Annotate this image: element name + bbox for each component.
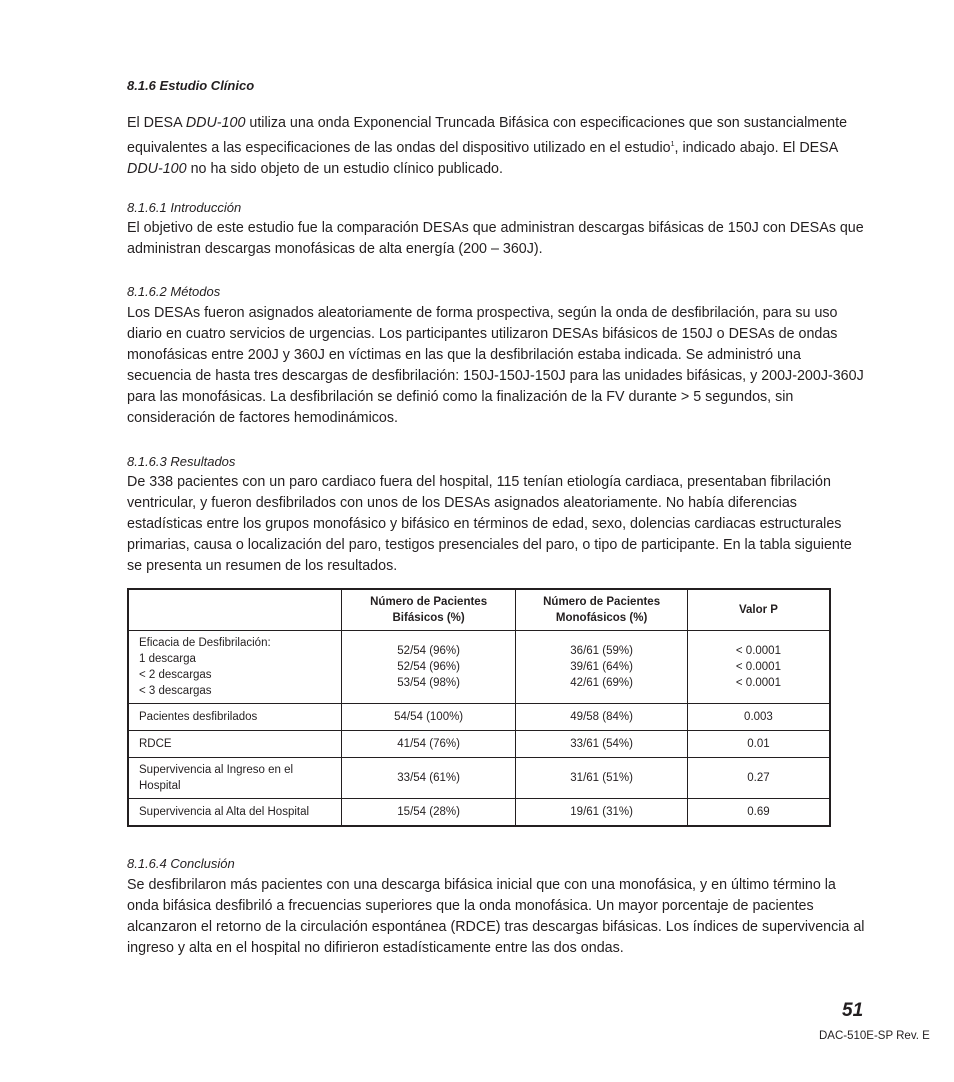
p-value-cell: 0.01 xyxy=(687,731,830,758)
resultados-heading: 8.1.6.3 Resultados xyxy=(127,454,236,469)
p-value-cell: 0.003 xyxy=(687,704,830,731)
table-row xyxy=(128,758,830,799)
biphasic-cell: 54/54 (100%) xyxy=(341,704,515,731)
cell-value: < 0.0001 xyxy=(735,645,781,657)
row-label: < 3 descargas xyxy=(139,685,212,697)
introduccion-heading: 8.1.6.1 Introducción xyxy=(127,200,242,215)
resultados-text: De 338 pacientes con un paro cardiaco fuera del hospital, 115 tenían etiología cardiaca, presentaban fibrilación ventricular, y fueron desfibrilados con unos de los DESAs asignados aleatoriamente. No había diferencias estadísticas entre los grupos monofásico y bifásico en términos de edad, sexo, dolencias cardiacas estructurales primarias, causa o localización del paro, testigos presenciales del paro, o tipo de participante. En la tabla siguiente se presenta un resumen de los resultados. xyxy=(127,474,852,574)
biphasic-cell xyxy=(341,631,515,704)
row-label-cell: Supervivencia al Ingreso en el Hospital xyxy=(128,758,341,799)
intro-text-2: utiliza una onda Exponencial Truncada Bifásica con especificaciones que son sustancialmente equivalentes a las especificaciones de las ondas del dispositivo utilizado en el estudio xyxy=(127,115,848,156)
row-label-cell xyxy=(128,631,341,704)
cell-value: 53/54 (98%) xyxy=(397,677,460,689)
header-cell xyxy=(341,589,515,631)
cell-value: 39/61 (64%) xyxy=(570,661,633,673)
header-cell xyxy=(128,589,341,631)
cell-value: 52/54 (96%) xyxy=(397,645,460,657)
row-label: 1 descarga xyxy=(139,653,196,665)
introduccion-text: El objetivo de este estudio fue la comparación DESAs que administran descargas bifásicas de 150J con DESAs que administran descargas monofásicas de alta energía (200 – 360J). xyxy=(127,220,864,257)
row-label-cell: RDCE xyxy=(128,731,341,758)
biphasic-cell: 15/54 (28%) xyxy=(341,799,515,826)
metodos-text: Los DESAs fueron asignados aleatoriamente de forma prospectiva, según la onda de desfibrilación, para su uso diario en cuatro servicios de urgencias. Los participantes utilizaron DESAs bifásicos de 150J o DESAs de ondas monofásicas entre 200J y 360J en víctimas en las que la desfibrilación estaba indicada. Se administró una secuencia de hasta tres descargas de desfibrilación: 150J-150J-150J para las unidades bifásicas, y 200J-200J-360J para las monofásicas. La desfibrilación se definió como la finalización de la FV durante > 5 segundos, sin consideración de factores hemodinámicos. xyxy=(127,305,864,426)
header-line: Número de Pacientes Monofásicos (%) xyxy=(543,596,661,624)
p-value-cell: 0.69 xyxy=(687,799,830,826)
header-cell xyxy=(516,589,688,631)
conclusion-heading: 8.1.6.4 Conclusión xyxy=(127,856,235,871)
table-header-row xyxy=(128,589,830,631)
table-row xyxy=(128,731,830,758)
row-label-cell: Pacientes desfibrilados xyxy=(128,704,341,731)
page-number: 51 xyxy=(842,1000,864,1021)
intro-text-1: El DESA xyxy=(127,115,186,131)
header-cell: Valor P xyxy=(687,589,830,631)
intro-text-3: , indicado abajo. El DESA xyxy=(674,139,838,156)
row-label: Eficacia de Desfibrilación: xyxy=(139,637,271,649)
intro-text-4: no ha sido objeto de un estudio clínico publicado. xyxy=(186,160,503,177)
biphasic-cell: 33/54 (61%) xyxy=(341,758,515,799)
monophasic-cell xyxy=(516,631,688,704)
monophasic-cell: 49/58 (84%) xyxy=(516,704,688,731)
biphasic-cell: 41/54 (76%) xyxy=(341,731,515,758)
metodos-heading: 8.1.6.2 Métodos xyxy=(127,284,221,299)
section-title: 8.1.6 Estudio Clínico xyxy=(127,78,255,93)
device-name: DDU-100 xyxy=(185,115,246,131)
monophasic-cell: 31/61 (51%) xyxy=(516,758,688,799)
table-row xyxy=(128,631,830,704)
device-name: DDU-100 xyxy=(127,160,187,177)
intro-paragraph xyxy=(127,113,867,180)
table-row xyxy=(128,799,830,826)
header-line: Número de Pacientes Bifásicos (%) xyxy=(370,596,488,624)
results-table xyxy=(127,588,831,827)
cell-value: 42/61 (69%) xyxy=(570,677,633,689)
cell-value: < 0.0001 xyxy=(735,661,781,673)
monophasic-cell: 19/61 (31%) xyxy=(516,799,688,826)
row-label-cell: Supervivencia al Alta del Hospital xyxy=(128,799,341,826)
cell-value: < 0.0001 xyxy=(735,677,781,689)
document-id: DAC-510E-SP Rev. E xyxy=(819,1030,930,1042)
cell-value: 36/61 (59%) xyxy=(570,645,633,657)
footnote-marker: 1 xyxy=(670,141,675,148)
conclusion-text: Se desfibrilaron más pacientes con una descarga bifásica inicial que con una monofásica, y en último término la onda bifásica desfibriló a frecuencias superiores que la onda monofásica. Un mayor porcentaje de pacientes alcanzaron el retorno de la circulación espontánea (RDCE) tras descargas bifásicas. Los índices de supervivencia al ingreso y alta en el hospital no difirieron estadísticamente entre las dos ondas. xyxy=(127,877,865,956)
table-row xyxy=(128,704,830,731)
cell-value: 52/54 (96%) xyxy=(397,661,460,673)
p-value-cell xyxy=(687,631,830,704)
monophasic-cell: 33/61 (54%) xyxy=(516,731,688,758)
p-value-cell: 0.27 xyxy=(687,758,830,799)
row-label: < 2 descargas xyxy=(139,669,212,681)
